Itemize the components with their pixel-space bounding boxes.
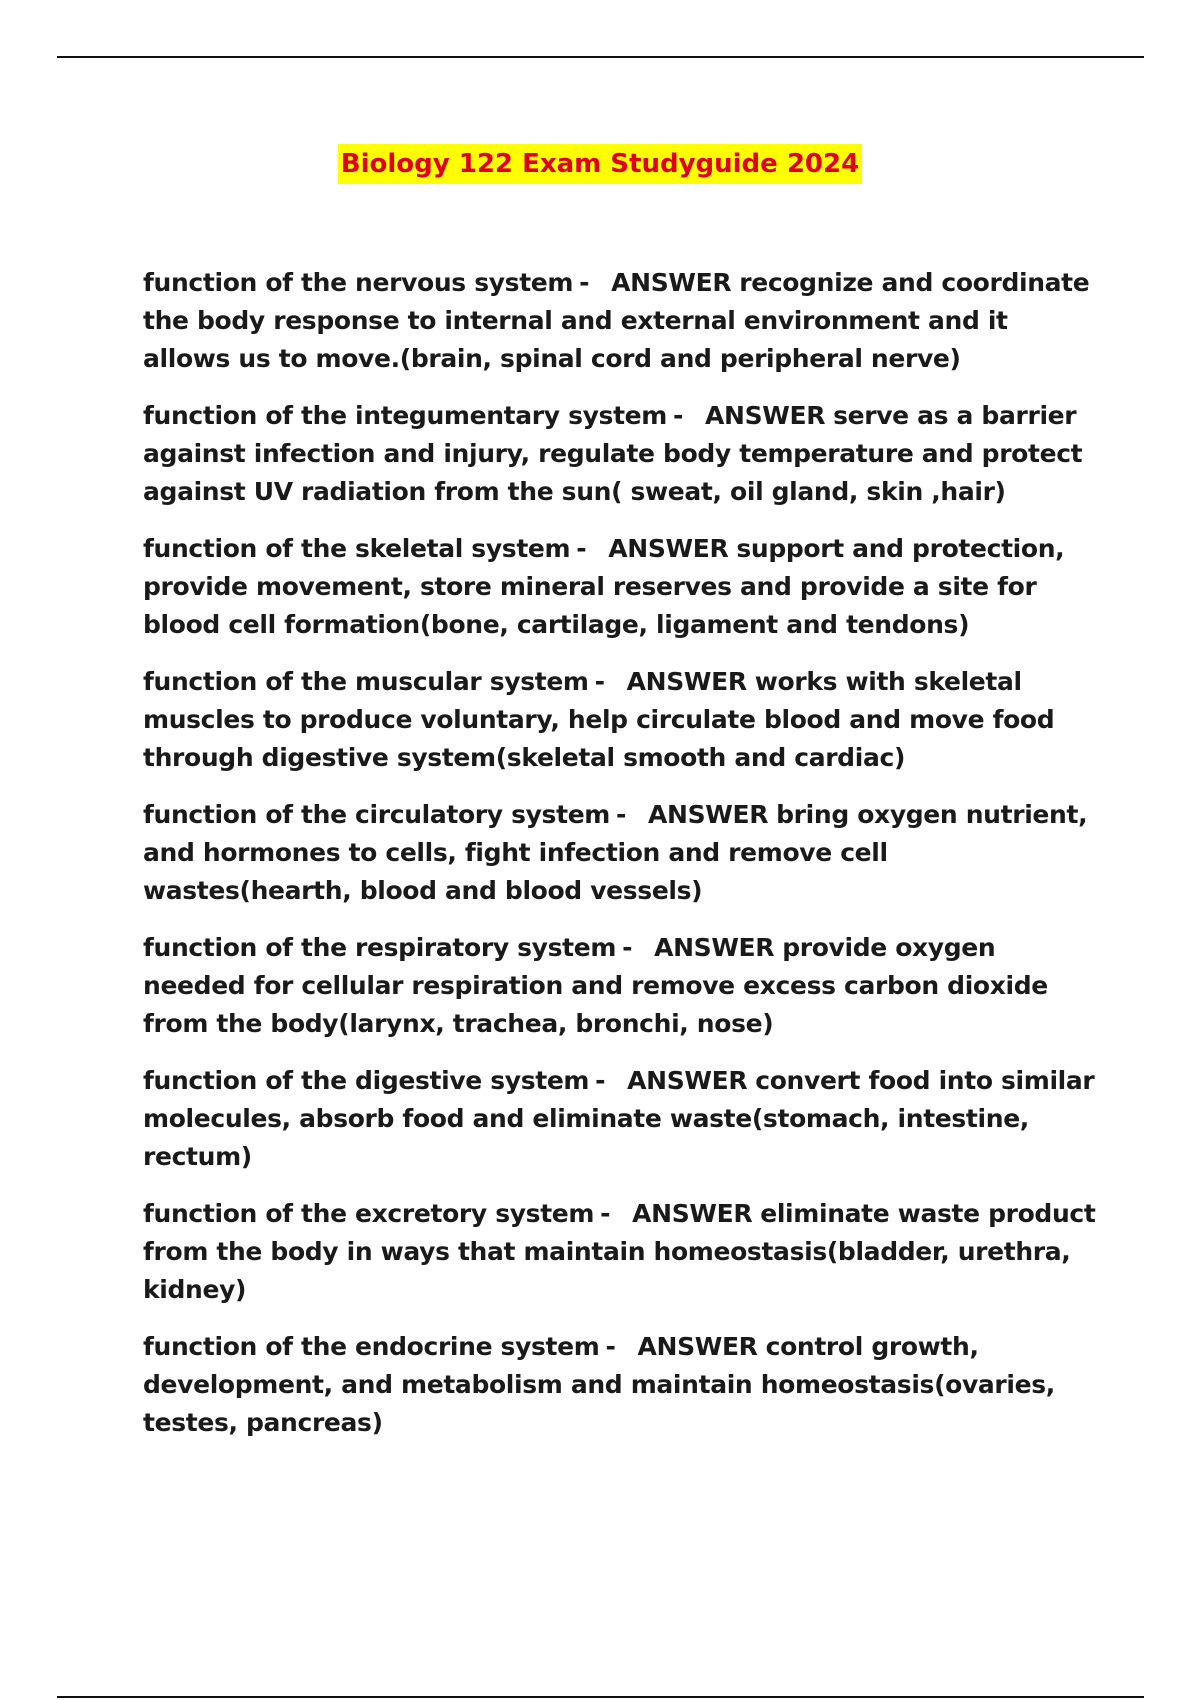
answer-label: ANSWER [611,268,732,297]
separator: - [576,534,587,563]
separator: - [594,667,605,696]
question-text: function of the endocrine system [143,1332,600,1361]
qa-item [143,663,1103,772]
question-text: function of the respiratory system [143,933,617,962]
separator: - [622,933,633,962]
qa-item [143,796,1103,905]
qa-item [143,929,1103,1038]
answer-label: ANSWER [648,800,769,829]
question-text: function of the skeletal system [143,534,571,563]
answer-label: ANSWER [654,933,775,962]
separator: - [595,1066,606,1095]
qa-item [143,264,1103,373]
answer-text: serve as a barrier against infection and injury, regulate body temperature and protect against UV radiation from the sun( sweat, oil gland, skin ,hair) [143,401,1083,506]
title-container [0,144,1200,184]
answer-text: support and protection, provide movement, store mineral reserves and provide a site for blood cell formation(bone, cartilage, ligament and tendons) [143,534,1065,639]
answer-text: works with skeletal muscles to produce voluntary, help circulate blood and move food through digestive system(skeletal smooth and cardiac) [143,667,1055,772]
qa-item [143,1195,1103,1304]
answer-text: recognize and coordinate the body response to internal and external environment and it allows us to move.(brain, spinal cord and peripheral nerve) [143,268,1090,373]
qa-item [143,530,1103,639]
question-text: function of the circulatory system [143,800,610,829]
separator: - [673,401,684,430]
answer-text: control growth, development, and metabolism and maintain homeostasis(ovaries, testes, pancreas) [143,1332,1055,1437]
qa-list [143,264,1103,1461]
question-text: function of the nervous system [143,268,574,297]
answer-label: ANSWER [637,1332,758,1361]
answer-text: eliminate waste product from the body in ways that maintain homeostasis(bladder, urethra, kidney) [143,1199,1096,1304]
answer-label: ANSWER [705,401,826,430]
question-text: function of the digestive system [143,1066,590,1095]
bottom-rule [57,1696,1144,1698]
answer-text: bring oxygen nutrient, and hormones to cells, fight infection and remove cell wastes(hearth, blood and blood vessels) [143,800,1088,905]
answer-label: ANSWER [632,1199,753,1228]
answer-text: convert food into similar molecules, absorb food and eliminate waste(stomach, intestine, rectum) [143,1066,1095,1171]
question-text: function of the integumentary system [143,401,667,430]
separator: - [600,1199,611,1228]
qa-item [143,1328,1103,1437]
answer-text: provide oxygen needed for cellular respiration and remove excess carbon dioxide from the body(larynx, trachea, bronchi, nose) [143,933,1048,1038]
separator: - [579,268,590,297]
question-text: function of the excretory system [143,1199,595,1228]
top-rule [57,56,1144,58]
document-title: Biology 122 Exam Studyguide 2024 [338,144,862,184]
answer-label: ANSWER [627,1066,748,1095]
answer-label: ANSWER [608,534,729,563]
qa-item [143,1062,1103,1171]
separator: - [616,800,627,829]
question-text: function of the muscular system [143,667,589,696]
answer-label: ANSWER [626,667,747,696]
qa-item [143,397,1103,506]
separator: - [605,1332,616,1361]
